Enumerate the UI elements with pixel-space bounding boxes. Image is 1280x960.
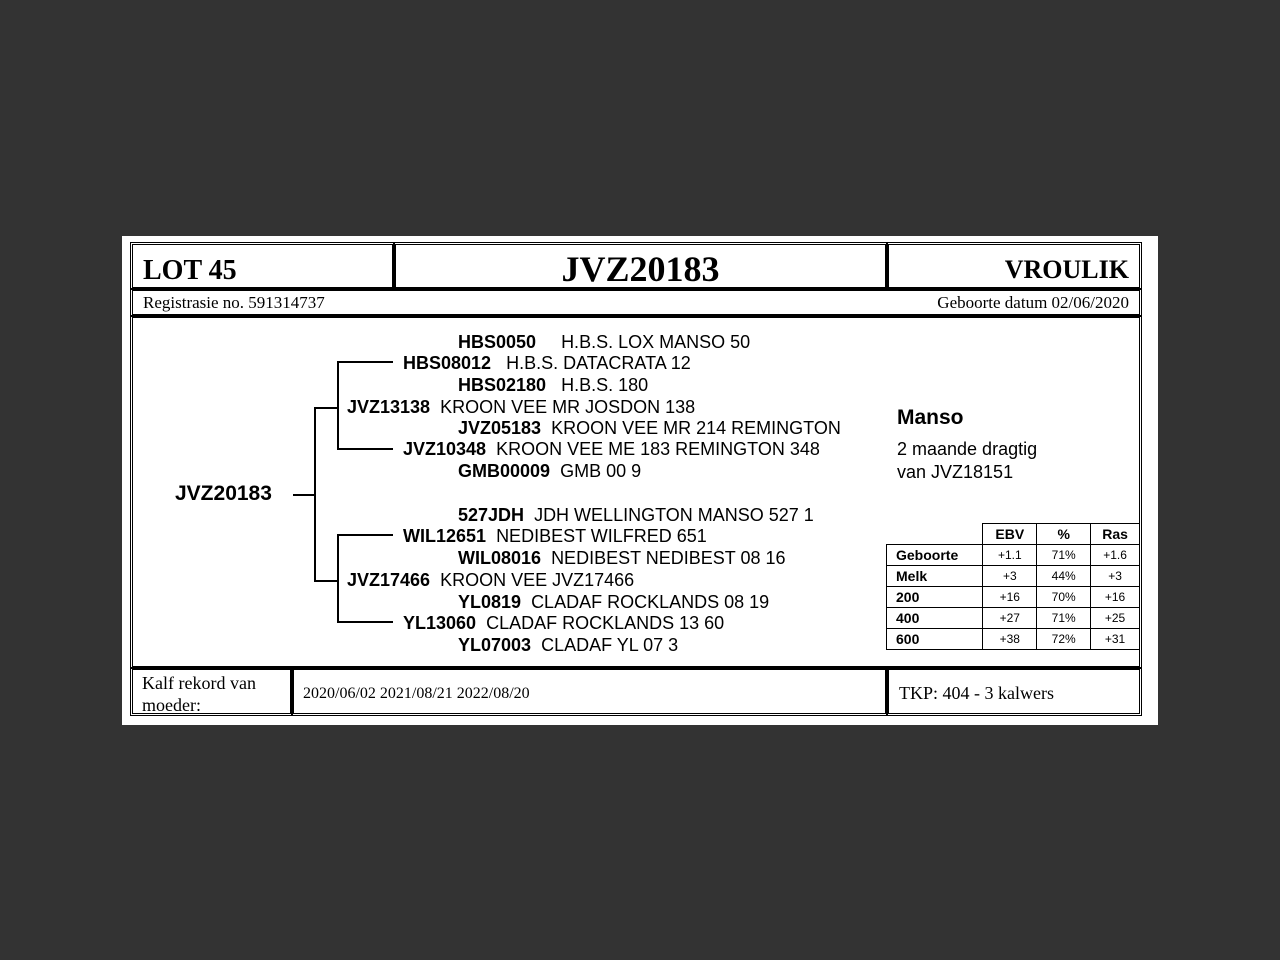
ebv-row-label: 200 [887,587,983,608]
animal-tag-title: JVZ20183 [561,249,720,289]
pedigree-dds: YL0819 CLADAF ROCKLANDS 08 19 [458,592,770,612]
line-to-dam-sire [337,534,393,536]
pedigree-sire-sire: HBS08012 H.B.S. DATACRATA 12 [403,353,691,373]
calf-record-dates-box [291,667,888,716]
ebv-accuracy: 71% [1037,608,1091,629]
line-to-sire [314,407,338,409]
ebv-row-label: Geboorte [887,545,983,566]
ebv-breed-avg: +3 [1091,566,1140,587]
ebv-header-pct: % [1037,524,1091,545]
birth-date: Geboorte datum 02/06/2020 [937,293,1129,312]
ebv-value: +1.1 [983,545,1037,566]
line-animal [293,494,315,496]
lot-box [130,242,395,290]
ebv-breed-avg: +25 [1091,608,1140,629]
line-sire-vertical [337,362,339,450]
tkp-box [886,667,1142,716]
pedigree-ddd: YL07003 CLADAF YL 07 3 [458,635,679,655]
ebv-value: +38 [983,629,1037,650]
calf-record-dates: 2020/06/02 2021/08/21 2022/08/20 [303,685,530,702]
animal-sex: VROULIK [1004,255,1129,284]
pedigree-sss: HBS0050 H.B.S. LOX MANSO 50 [458,332,751,352]
ebv-table [886,523,1140,650]
info-title: Manso [897,406,964,429]
pedigree-box [130,315,1142,669]
line-to-sire-dam [337,448,393,450]
line-to-dam-dam [337,621,393,623]
lot-card [122,236,1158,725]
line-to-sire-sire [337,361,393,363]
ebv-header-ebv: EBV [983,524,1037,545]
pedigree-dsd: WIL08016 NEDIBEST NEDIBEST 08 16 [458,548,786,568]
pedigree-animal: JVZ20183 [175,482,272,505]
pedigree-dam-dam: YL13060 CLADAF ROCKLANDS 13 60 [403,613,725,633]
ebv-value: +27 [983,608,1037,629]
pedigree-sdd: GMB00009 GMB 00 9 [458,461,642,481]
ebv-value: +16 [983,587,1037,608]
ebv-header-ras: Ras [1091,524,1140,545]
pedigree-dam: JVZ17466 KROON VEE JVZ17466 [347,570,635,590]
pedigree-sds: JVZ05183 KROON VEE MR 214 REMINGTON [458,418,841,438]
tag-box [393,242,888,290]
line-main-vertical [314,408,316,582]
line-to-dam [314,580,338,582]
pedigree-sire-dam: JVZ10348 KROON VEE ME 183 REMINGTON 348 [403,439,820,459]
pedigree-dss: 527JDH JDH WELLINGTON MANSO 527 1 [458,505,814,525]
calf-record-label: Kalf rekord van moeder: [142,673,256,715]
ebv-row [887,629,1140,650]
ebv-breed-avg: +16 [1091,587,1140,608]
info-line-2: van JVZ18151 [897,462,1014,482]
ebv-accuracy: 44% [1037,566,1091,587]
calf-record-label-box [130,667,293,716]
registration-number: Registrasie no. 591314737 [143,293,325,312]
sex-box [886,242,1142,290]
pedigree-ssd: HBS02180 H.B.S. 180 [458,375,649,395]
ebv-row [887,587,1140,608]
ebv-value: +3 [983,566,1037,587]
ebv-row-label: 400 [887,608,983,629]
ebv-accuracy: 71% [1037,545,1091,566]
ebv-row [887,608,1140,629]
ebv-header-row [887,524,1140,545]
ebv-row-label: 600 [887,629,983,650]
ebv-row [887,566,1140,587]
ebv-accuracy: 72% [1037,629,1091,650]
ebv-row [887,545,1140,566]
ebv-accuracy: 70% [1037,587,1091,608]
registration-row [130,288,1142,317]
info-line-1: 2 maande dragtig [897,439,1038,459]
lot-number: LOT 45 [143,255,237,286]
ebv-row-label: Melk [887,566,983,587]
tkp-value: TKP: 404 - 3 kalwers [899,683,1054,703]
pedigree-dam-sire: WIL12651 NEDIBEST WILFRED 651 [403,526,707,546]
pedigree-sire: JVZ13138 KROON VEE MR JOSDON 138 [347,397,696,417]
line-dam-vertical [337,535,339,623]
ebv-breed-avg: +1.6 [1091,545,1140,566]
ebv-breed-avg: +31 [1091,629,1140,650]
